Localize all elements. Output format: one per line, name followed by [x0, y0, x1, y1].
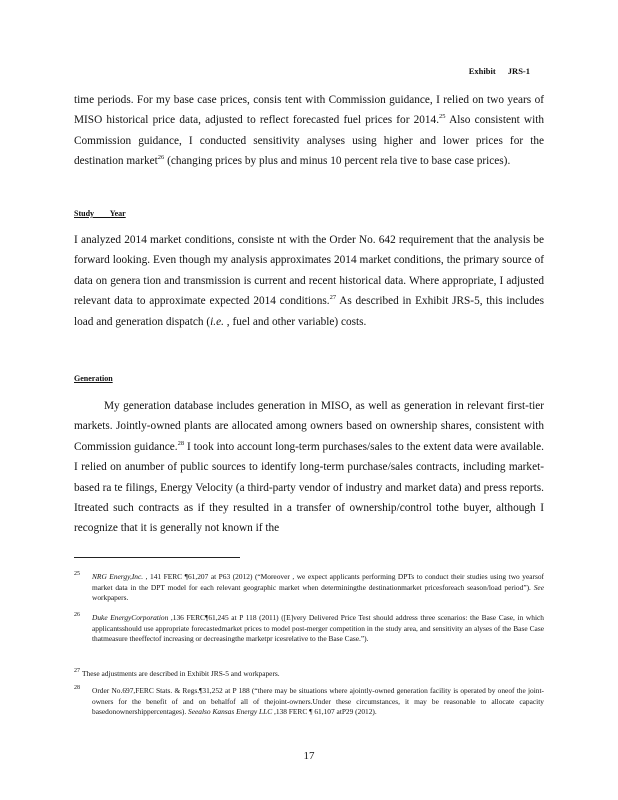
footnote-case-name: Duke EnergyCorporation	[92, 613, 169, 622]
page-number: 17	[303, 750, 315, 762]
para2-text-c: , fuel and other variable) costs.	[223, 315, 367, 328]
exhibit-label: Exhibit JRS-1	[468, 66, 530, 76]
footnote-text: ,136 FERC¶61,245 at P 118 (2011) ([E]very Delivered Price Test should address three scenarios: the Base Case, in which applicantsshould use appropriate forecastedmarket prices to model post-merger competition in the study area, and sensitivity an alyses of the Base Case thatmeasure theeffectof increasing or decreasingthe marketpr icesrelative to the Base Case.”).	[92, 613, 544, 643]
footnote-number: 25	[74, 571, 80, 577]
footnote-number: 27	[74, 668, 80, 674]
footnote-27	[74, 669, 544, 680]
footnote-tail: workpapers.	[92, 593, 129, 602]
para2-text-a: I analyzed 2014 market conditions, consiste nt with the Order No. 642 requirement that the analysis be forward looking. Even though my analysis approximates 2014 market conditions, the primary source of data on genera tion and transmission is current and recent historical data. Where appropriate, I adjusted relevant data to approximate expected 2014 conditions.	[74, 234, 544, 308]
footnote-25	[74, 572, 544, 604]
footnote-28	[74, 686, 544, 718]
footnote-case-name: NRG Energy,Inc.	[92, 572, 144, 581]
para2-text-b: As described in Exhibit JRS-5, this includes load and generation dispatch (	[74, 295, 545, 328]
paragraph-generation	[74, 396, 544, 539]
footnote-tail: ,138 FERC ¶ 61,107 atP29 (2012).	[272, 707, 377, 716]
footnote-divider	[74, 557, 240, 558]
paragraph-study-year	[74, 230, 544, 332]
para3-text-b: I took into account long-term purchases/sales to the extent data were available. I relied on anumber of public sources to identify long-term purchase/sales contracts, including market-based ra te filings, Energy Velocity (a third-party vendor of industry and market data) and press reports. Itreated such contracts as if they resulted in a transfer of ownership/control tothe buyer, although I recognize that it is generally not known if the	[74, 440, 544, 535]
para3-text-a: My generation database includes generation in MISO, as well as generation in relevant first-tier markets. Jointly-owned plants are allocated among owners based on ownership shares, consistent with Commission guidance.	[74, 400, 544, 453]
footnote-text: These adjustments are described in Exhibit JRS-5 and workpapers.	[82, 669, 280, 678]
footnote-text: Order No.697,FERC Stats. & Regs.¶31,252 at P 188 (“there may be situations where ajointly-owned generation facility is operated by oneof the joint-owners for the benefit of and on behalfof all of thejoint-owners.Under these circumstances, it may be reasonable to allocate capacity basedonownershippercentages).	[92, 686, 544, 716]
footnote-number: 28	[74, 685, 80, 691]
para1-text-b: Also consistent with Commission guidance, I conducted sensitivity analyses using higher and lower prices for the destination market	[74, 114, 544, 168]
footnote-ref-26: 26	[157, 154, 165, 162]
footnote-ref-28: 28	[177, 440, 185, 448]
heading-generation: Generation	[74, 374, 113, 383]
para1-text-c: (changing prices by plus and minus 10 percent rela tive to base case prices).	[164, 155, 511, 168]
footnote-ref-25: 25	[439, 113, 446, 121]
footnote-case-name: Seealso Kansas Energy LLC	[188, 707, 273, 716]
footnote-see: See	[533, 582, 544, 592]
footnote-number: 26	[74, 612, 80, 618]
footnote-text: , 141 FERC ¶61,207 at P63 (2012) (“Moreover , we expect applicants performing DPTs to conduct their studies using two yearsof market data in the DPT model for each relevant geographic market when determiningthe destinationmarket pricesforeach season/load period”).	[92, 572, 544, 592]
heading-study-year: Study Year	[74, 209, 126, 218]
para1-text-a: time periods. For my base case prices, consis tent with Commission guidance, I relied on two years of MISO historical price data, adjusted to reflect forecasted fuel prices for 2014.	[74, 94, 544, 127]
footnote-26	[74, 613, 544, 645]
footnote-ref-27: 27	[329, 294, 337, 302]
para2-ie: i.e.	[210, 315, 224, 328]
paragraph-base-case	[74, 90, 544, 172]
